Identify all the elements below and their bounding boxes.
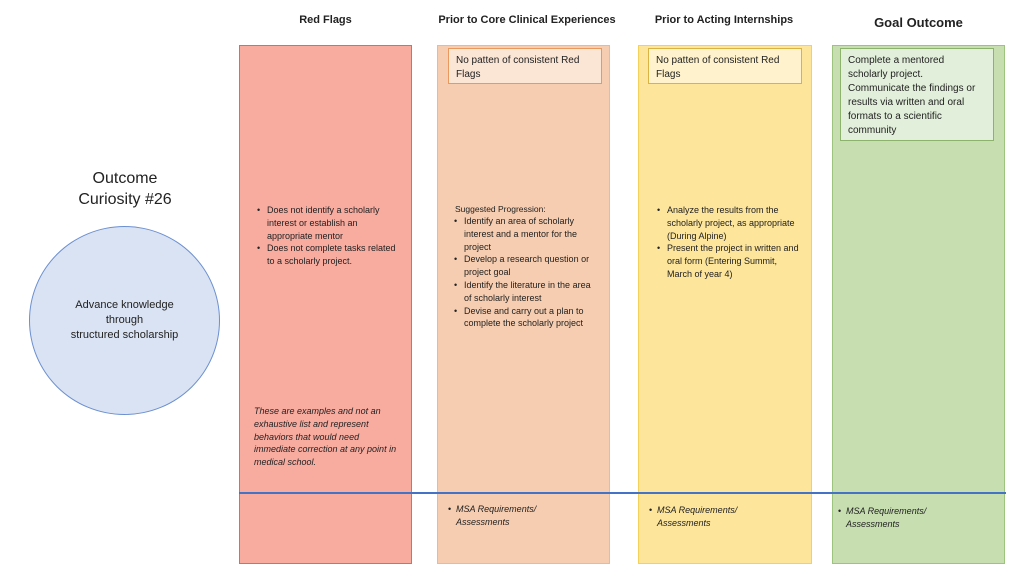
acting-list — [657, 204, 799, 281]
outcome-circle-text: Advance knowledge through structured scholarship — [70, 299, 179, 341]
red-flags-note: These are examples and not an exhaustive list and represent behaviors that would need immediate correction at any point in medical school. — [254, 406, 397, 468]
goal-outcome-box: Complete a mentored scholarly project. Communicate the findings or results via written and oral formats to a scientific community — [840, 48, 994, 141]
goal-msa-requirements — [838, 505, 926, 531]
acting-red-flag-box: No patten of consistent Red Flags — [648, 48, 802, 84]
red-flags-column — [239, 45, 412, 564]
outcome-circle — [29, 226, 220, 415]
bullet-icon: • — [649, 505, 653, 515]
list-item: • Devise and carry out a plan to complete the scholarly project — [454, 305, 594, 331]
msa-line: MSA Requirements/ — [456, 504, 537, 514]
core-msa-requirements — [448, 503, 536, 529]
header-core-clinical: Prior to Core Clinical Experiences — [438, 14, 616, 26]
acting-msa-requirements — [649, 504, 737, 530]
msa-line: MSA Requirements/ — [846, 506, 927, 516]
msa-line: MSA Requirements/ — [657, 505, 738, 515]
bullet-icon: • — [838, 506, 842, 516]
list-item: • Develop a research question or project goal — [454, 253, 594, 279]
acting-internships-column — [638, 45, 812, 564]
list-item: • Identify the literature in the area of scholarly interest — [454, 279, 594, 305]
msa-line: Assessments — [456, 516, 510, 527]
list-item: • Does not identify a scholarly interest or establish an appropriate mentor — [257, 204, 402, 242]
bullet-icon: • — [448, 504, 452, 514]
core-red-flag-box: No patten of consistent Red Flags — [448, 48, 602, 84]
list-item: • Does not complete tasks related to a scholarly project. — [257, 242, 402, 268]
outcome-title-line1: Outcome — [92, 170, 158, 187]
msa-line: Assessments — [846, 518, 900, 529]
msa-line: Assessments — [657, 517, 711, 528]
header-acting-internships: Prior to Acting Internships — [654, 14, 794, 26]
red-flags-list — [257, 204, 402, 268]
core-progression-intro: Suggested Progression: — [455, 204, 546, 214]
list-item: • Present the project in written and oral form (Entering Summit, March of year 4) — [657, 242, 799, 280]
header-red-flags: Red Flags — [299, 14, 352, 26]
outcome-title-line2: Curiosity #26 — [78, 191, 172, 208]
header-goal-outcome: Goal Outcome — [874, 15, 963, 30]
outcome-title — [40, 168, 210, 210]
list-item: • Analyze the results from the scholarly project, as appropriate (During Alpine) — [657, 204, 799, 242]
list-item: • Identify an area of scholarly interest and a mentor for the project — [454, 215, 594, 253]
divider-line — [239, 492, 1006, 494]
core-progression-list — [454, 215, 594, 330]
